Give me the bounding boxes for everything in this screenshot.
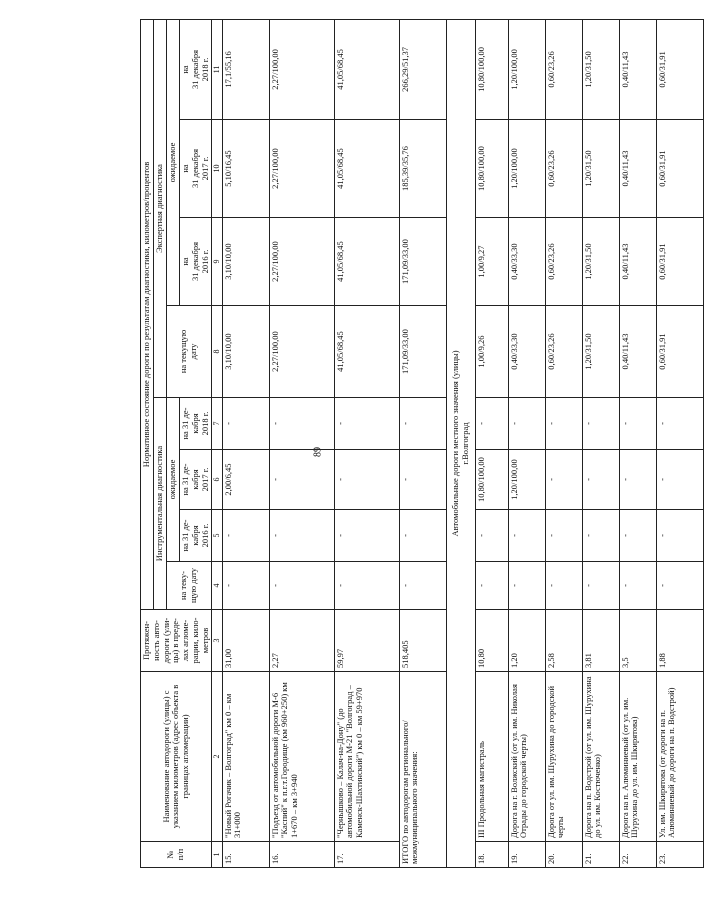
column-index: 1 bbox=[212, 842, 222, 868]
cell-value: - bbox=[222, 398, 269, 450]
column-index: 9 bbox=[212, 218, 222, 306]
table-row bbox=[508, 19, 545, 867]
cell-road-name: "Подъезд от автомобильной дороги М-6 "Каспий" к п.г.т.Городище (км 960+250) км 1+670 – км 3+940 bbox=[269, 672, 334, 842]
cell-value: - bbox=[222, 562, 269, 610]
cell-value: - bbox=[619, 510, 656, 562]
cell-value: - bbox=[656, 510, 703, 562]
header-expected-instrumental: ожидаемое bbox=[166, 398, 180, 562]
cell-value: - bbox=[334, 398, 399, 450]
cell-value: 5,10/16,45 bbox=[222, 120, 269, 218]
cell-value: 0,60/23,26 bbox=[545, 120, 582, 218]
cell-number: 18. bbox=[475, 842, 508, 868]
header-2017-instrumental: на 31 де- кабря 2017 г. bbox=[180, 450, 212, 510]
cell-value: 0,60/23,26 bbox=[545, 306, 582, 398]
header-2017-expert: на 31 декабря 2017 г. bbox=[180, 120, 212, 218]
cell-value: - bbox=[334, 510, 399, 562]
cell-value: 0,40/11,43 bbox=[619, 120, 656, 218]
cell-value: 2,00/6,45 bbox=[222, 450, 269, 510]
cell-value: 41,05/68,45 bbox=[334, 218, 399, 306]
section-heading-row bbox=[446, 19, 475, 867]
cell-value: - bbox=[582, 510, 619, 562]
cell-value: - bbox=[399, 398, 446, 450]
cell-value: - bbox=[619, 450, 656, 510]
cell-value: - bbox=[545, 398, 582, 450]
cell-value: 2,27/100,00 bbox=[269, 120, 334, 218]
table-row-total bbox=[399, 19, 446, 867]
cell-value: 1,20/31,50 bbox=[582, 306, 619, 398]
cell-length: 2,27 bbox=[269, 610, 334, 672]
header-number: № п/п bbox=[141, 842, 212, 868]
cell-value: 1,20/31,50 bbox=[582, 120, 619, 218]
cell-value: - bbox=[269, 562, 334, 610]
cell-value: 2,27/100,00 bbox=[269, 306, 334, 398]
header-2016-instrumental: на 31 де- кабря 2016 г. bbox=[180, 510, 212, 562]
cell-value: 266,29/51,37 bbox=[399, 19, 446, 119]
header-road-name: Наименование автодороги (улицы) с указанием километров (адрес объекта в границах агломерации) bbox=[141, 672, 212, 842]
cell-value: - bbox=[619, 398, 656, 450]
table-row bbox=[222, 19, 269, 867]
cell-value: 1,20/100,00 bbox=[508, 450, 545, 510]
rotated-document bbox=[140, 20, 677, 868]
cell-value: 0,40/11,43 bbox=[619, 218, 656, 306]
cell-value: 0,60/31,91 bbox=[656, 218, 703, 306]
cell-number: 16. bbox=[269, 842, 334, 868]
cell-total-label: ИТОГО по автодорогам регионального/межмуниципального значения: bbox=[399, 672, 446, 868]
column-index: 3 bbox=[212, 610, 222, 672]
column-index: 10 bbox=[212, 120, 222, 218]
column-index: 8 bbox=[212, 306, 222, 398]
cell-value: - bbox=[399, 562, 446, 610]
table-row bbox=[269, 19, 334, 867]
table-header bbox=[141, 19, 223, 867]
column-index: 4 bbox=[212, 562, 222, 610]
header-2018-expert: на 31 декабря 2018 г. bbox=[180, 19, 212, 119]
cell-value: - bbox=[582, 450, 619, 510]
column-index: 6 bbox=[212, 450, 222, 510]
cell-value: - bbox=[222, 510, 269, 562]
cell-value: 0,60/23,26 bbox=[545, 218, 582, 306]
cell-value: 0,60/31,91 bbox=[656, 120, 703, 218]
cell-value: - bbox=[656, 450, 703, 510]
cell-length: 3,5 bbox=[619, 610, 656, 672]
cell-value: - bbox=[399, 510, 446, 562]
cell-value: 10,80/100,00 bbox=[475, 19, 508, 119]
cell-value: - bbox=[619, 562, 656, 610]
cell-value: 3,10/10,00 bbox=[222, 306, 269, 398]
cell-value: 10,80/100,00 bbox=[475, 450, 508, 510]
cell-length: 59,97 bbox=[334, 610, 399, 672]
header-2018-instrumental: на 31 де- кабря 2018 г. bbox=[180, 398, 212, 450]
cell-value: 171,09/33,00 bbox=[399, 306, 446, 398]
cell-value: 0,40/11,43 bbox=[619, 306, 656, 398]
cell-value: 2,27/100,00 bbox=[269, 19, 334, 119]
cell-value: - bbox=[475, 562, 508, 610]
cell-value: 0,40/33,30 bbox=[508, 218, 545, 306]
cell-value: - bbox=[269, 450, 334, 510]
table-row bbox=[582, 19, 619, 867]
cell-value: 1,20/100,00 bbox=[508, 19, 545, 119]
cell-value: - bbox=[582, 562, 619, 610]
cell-road-name: III Продольная магистраль bbox=[475, 672, 508, 842]
cell-value: 1,00/9,26 bbox=[475, 306, 508, 398]
cell-road-name: Дорога на г. Волжский (от ул. им. Николая Отрады до городской черты) bbox=[508, 672, 545, 842]
cell-value: - bbox=[508, 510, 545, 562]
cell-number: 19. bbox=[508, 842, 545, 868]
cell-road-name: Дорога от ул. им. Шурухина до городской черты bbox=[545, 672, 582, 842]
cell-value: 0,60/23,26 bbox=[545, 19, 582, 119]
cell-value: 17,1/55,16 bbox=[222, 19, 269, 119]
column-index-row bbox=[212, 19, 222, 867]
cell-value: 0,60/31,91 bbox=[656, 306, 703, 398]
cell-value: 0,60/31,91 bbox=[656, 19, 703, 119]
table-body bbox=[222, 19, 703, 867]
cell-value: 41,05/68,45 bbox=[334, 306, 399, 398]
header-length: Протяжен- ность авто- дороги (ули- цы) в преде- лах агломе- рации, кило- метров bbox=[141, 610, 212, 672]
cell-number: 23. bbox=[656, 842, 703, 868]
cell-value: - bbox=[656, 562, 703, 610]
section-heading bbox=[446, 19, 475, 867]
column-index: 5 bbox=[212, 510, 222, 562]
cell-number: 17. bbox=[334, 842, 399, 868]
cell-road-name: "Чернышково – Калач-на-Дону" (до автомобильной дороги М-21 "Волгоград – Каменск-Шахтинский") км 0 – км 59+970 bbox=[334, 672, 399, 842]
section-title: Автомобильные дороги местного значения (улицы) bbox=[449, 350, 460, 537]
cell-value: 1,20/31,50 bbox=[582, 19, 619, 119]
cell-number: 22. bbox=[619, 842, 656, 868]
cell-value: 0,40/33,30 bbox=[508, 306, 545, 398]
cell-value: - bbox=[508, 398, 545, 450]
column-index: 7 bbox=[212, 398, 222, 450]
cell-value: 1,20/31,50 bbox=[582, 218, 619, 306]
header-current-date-instrumental: на теку- щую дату bbox=[166, 562, 212, 610]
cell-value: - bbox=[545, 562, 582, 610]
cell-value: - bbox=[334, 450, 399, 510]
cell-value: 41,05/68,45 bbox=[334, 19, 399, 119]
cell-value: 1,00/9,27 bbox=[475, 218, 508, 306]
cell-value: - bbox=[508, 562, 545, 610]
cell-road-name: "Новый Рогачик – Волгоград" км 0 – км 31+000 bbox=[222, 672, 269, 842]
cell-number: 20. bbox=[545, 842, 582, 868]
table-row bbox=[334, 19, 399, 867]
cell-value: 3,10/10,00 bbox=[222, 218, 269, 306]
cell-value: 1,20/100,00 bbox=[508, 120, 545, 218]
cell-value: 41,05/68,45 bbox=[334, 120, 399, 218]
header-2016-expert: на 31 декабря 2016 г. bbox=[180, 218, 212, 306]
cell-value: 2,27/100,00 bbox=[269, 218, 334, 306]
cell-value: - bbox=[269, 510, 334, 562]
cell-number: 21. bbox=[582, 842, 619, 868]
header-expert: Экспертная диагностика bbox=[153, 19, 166, 397]
cell-value: - bbox=[399, 450, 446, 510]
cell-value: - bbox=[334, 562, 399, 610]
cell-value: 10,80/100,00 bbox=[475, 120, 508, 218]
table-row bbox=[619, 19, 656, 867]
cell-road-name: Дорога на п. Водстрой (от ул. им. Шурухина до ул. им. Костюченко) bbox=[582, 672, 619, 842]
page-number: 89 bbox=[312, 447, 324, 457]
cell-number: 15. bbox=[222, 842, 269, 868]
column-index: 2 bbox=[212, 672, 222, 842]
cell-value: - bbox=[582, 398, 619, 450]
header-current-date-expert: на текущую дату bbox=[166, 306, 212, 398]
road-diagnostics-table bbox=[140, 19, 704, 868]
cell-value: - bbox=[545, 510, 582, 562]
section-city: г.Волгоград bbox=[459, 422, 470, 465]
cell-value: 171,09/33,00 bbox=[399, 218, 446, 306]
table-row bbox=[475, 19, 508, 867]
cell-value: - bbox=[269, 398, 334, 450]
column-index: 11 bbox=[212, 19, 222, 119]
cell-length: 10,80 bbox=[475, 610, 508, 672]
table-row bbox=[545, 19, 582, 867]
cell-length: 1,20 bbox=[508, 610, 545, 672]
cell-length: 518,405 bbox=[399, 610, 446, 672]
cell-road-name: Ул. им. Шкирятова (от дороги на п. Алюминиевый до дороги на п. Водстрой) bbox=[656, 672, 703, 842]
cell-value: - bbox=[545, 450, 582, 510]
cell-value: 185,39/35,76 bbox=[399, 120, 446, 218]
cell-value: - bbox=[475, 510, 508, 562]
header-normative-state: Нормативное состояние дороги по результатам диагностики, километров/процентов bbox=[141, 19, 154, 609]
header-instrumental: Инструментальная диагностика bbox=[153, 398, 166, 610]
cell-value: - bbox=[656, 398, 703, 450]
header-expected-expert: ожидаемое bbox=[166, 19, 180, 305]
cell-length: 31,00 bbox=[222, 610, 269, 672]
cell-length: 1,88 bbox=[656, 610, 703, 672]
cell-length: 3,81 bbox=[582, 610, 619, 672]
cell-road-name: Дорога на п. Алюминиевый (от ул. им. Шурухина до ул. им. Шкирятова) bbox=[619, 672, 656, 842]
cell-length: 2,58 bbox=[545, 610, 582, 672]
cell-value: 0,40/11,43 bbox=[619, 19, 656, 119]
cell-value: - bbox=[475, 398, 508, 450]
table-row bbox=[656, 19, 703, 867]
